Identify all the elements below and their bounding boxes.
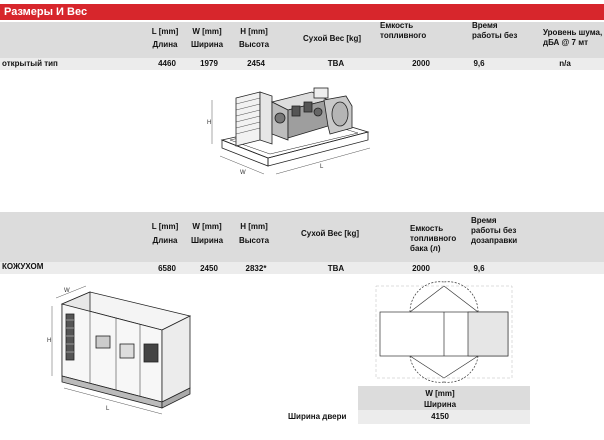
enclosure-drawing-w-label: W: [64, 288, 70, 294]
open-w-unit: W [mm]: [192, 27, 222, 36]
open-height-value: 2454: [247, 59, 265, 68]
enclosure-drawing-h-label: H: [47, 338, 52, 344]
enclosure-fuel-value: 2000: [412, 264, 430, 273]
enclosure-dry-weight-header: Сухой Вес [kg]: [301, 229, 360, 238]
open-fuel-value: 2000: [412, 59, 430, 68]
enclosure-data-row: [0, 262, 604, 274]
door-w-name: Ширина: [423, 400, 457, 409]
enclosure-w-unit: W [mm]: [192, 222, 222, 231]
open-h-unit: H [mm]: [240, 27, 268, 36]
open-h-name: Высота: [238, 40, 270, 49]
enclosure-generator-drawing: [44, 284, 204, 420]
open-length-value: 4460: [158, 59, 176, 68]
enclosure-drawing-l-label: L: [106, 406, 110, 412]
door-row-label: Ширина двери: [288, 412, 347, 421]
enclosure-row-label: КОЖУХОМ: [2, 262, 44, 271]
open-noise-header: Уровень шума, дБА @ 7 мт: [543, 28, 603, 47]
open-drawing-w-label: W: [240, 170, 246, 176]
enclosure-runtime-value: 9,6: [473, 264, 485, 273]
section-title-bar: [0, 4, 604, 20]
open-weight-value: TBA: [327, 59, 345, 68]
enclosure-height-value: 2832*: [245, 264, 267, 273]
open-drawing-l-label: L: [320, 164, 324, 170]
enclosure-weight-value: TBA: [327, 264, 345, 273]
door-width-value: 4150: [431, 412, 449, 421]
open-type-generator-drawing: [200, 78, 380, 198]
enclosure-w-name: Ширина: [190, 236, 224, 245]
open-l-unit: L [mm]: [151, 27, 179, 36]
enclosure-width-value: 2450: [200, 264, 218, 273]
open-w-name: Ширина: [190, 40, 224, 49]
door-w-unit: W [mm]: [425, 389, 455, 398]
enclosure-h-unit: H [mm]: [240, 222, 268, 231]
enclosure-fuel-header: Емкость топливного бака (л): [410, 224, 457, 253]
open-fuel-header: Емкость топливного: [380, 21, 427, 40]
enclosure-l-name: Длина: [152, 236, 178, 245]
enclosure-l-unit: L [mm]: [151, 222, 179, 231]
open-l-name: Длина: [152, 40, 178, 49]
enclosure-length-value: 6580: [158, 264, 176, 273]
open-type-data-row: [0, 58, 604, 70]
enclosure-top-view-drawing: [376, 282, 516, 382]
open-dry-weight-header: Сухой Вес [kg]: [303, 34, 362, 43]
open-runtime-value: 9,6: [473, 59, 485, 68]
open-row-label: открытый тип: [2, 59, 58, 68]
enclosure-runtime-header: Время работы без дозаправки: [471, 216, 518, 245]
open-drawing-h-label: H: [207, 120, 212, 126]
open-runtime-header: Время работы без: [472, 21, 518, 40]
section-title: Размеры И Вес: [4, 6, 88, 18]
open-width-value: 1979: [200, 59, 218, 68]
enclosure-h-name: Высота: [238, 236, 270, 245]
open-noise-value: n/a: [559, 59, 571, 68]
